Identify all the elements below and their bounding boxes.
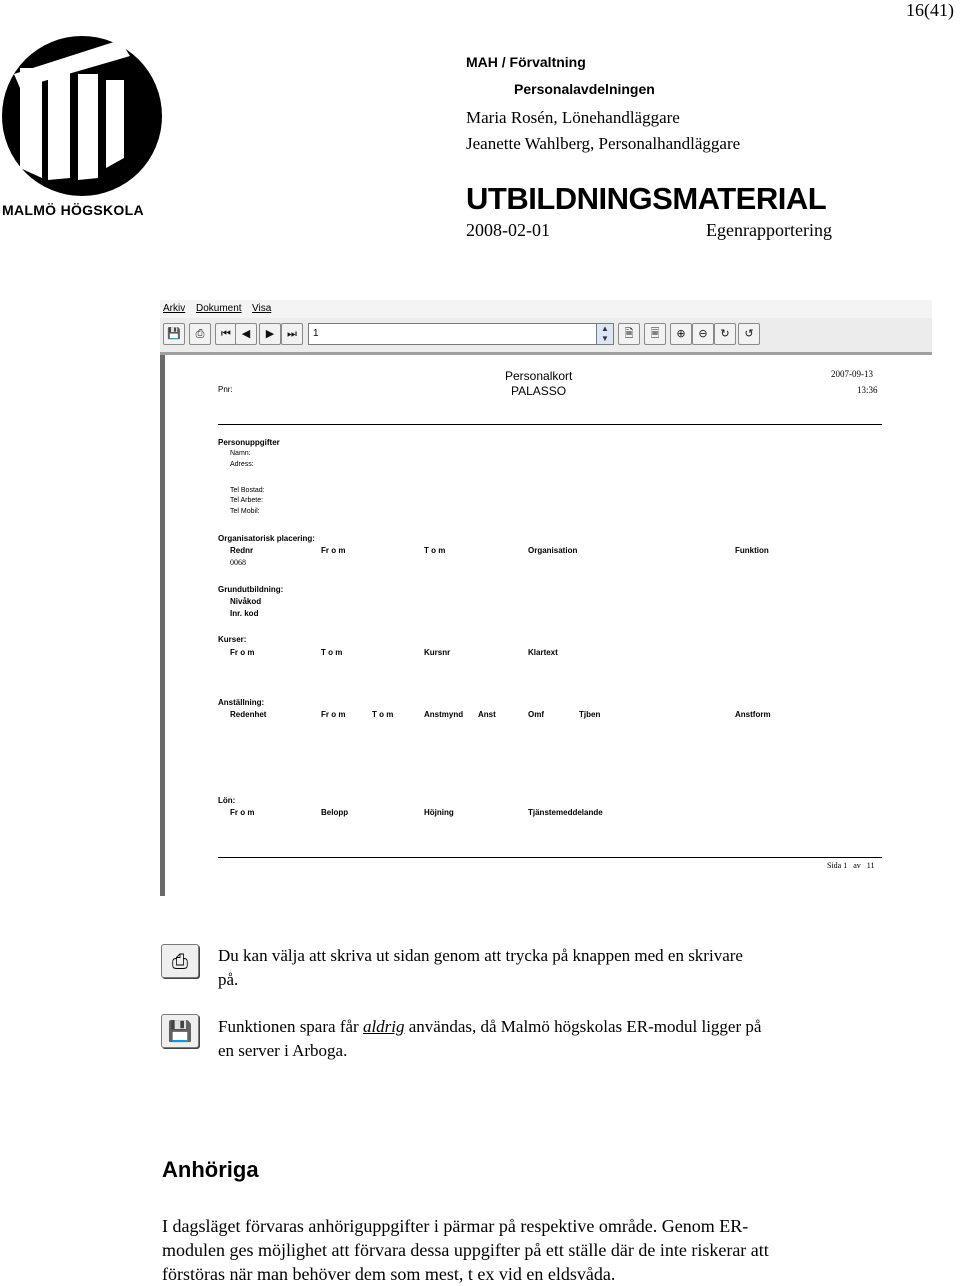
menu-arkiv[interactable]: Arkiv: [163, 303, 186, 314]
logo-emblem-icon: [0, 28, 165, 203]
save-text-b: användas, då Malmö högskolas ER-modul ligger på: [404, 1017, 762, 1036]
viewer-left-border: [160, 355, 165, 896]
kurser-col-klartext: Klartext: [528, 648, 558, 657]
zoom-out-icon[interactable]: ⊖: [692, 323, 714, 345]
anstallning-heading: Anställning:: [218, 698, 265, 707]
two-page-icon[interactable]: 🗏: [644, 323, 666, 345]
tel-mobil-label: Tel Mobil:: [230, 508, 260, 515]
document-date: 2008-02-01: [466, 220, 550, 240]
menu-visa[interactable]: Visa: [252, 303, 272, 314]
rotate-icon[interactable]: ↺: [738, 323, 760, 345]
kurser-heading: Kurser:: [218, 635, 247, 644]
zoom-in-icon[interactable]: ⊕: [670, 323, 692, 345]
save-instruction-line-1: [218, 1015, 928, 1039]
kurser-col-kursnr: Kursnr: [424, 648, 451, 657]
anst-col-from: Fr o m: [321, 710, 346, 719]
footer-sida: Sida: [827, 861, 842, 870]
save-instruction: [218, 1015, 928, 1063]
kurser-col-tom: T o m: [321, 648, 343, 657]
page-icon[interactable]: 🗎: [618, 323, 640, 345]
report-footer: [827, 861, 875, 870]
lon-col-belopp: Belopp: [321, 808, 349, 817]
prev-page-icon[interactable]: ◀: [235, 323, 257, 345]
malmo-hogskola-logo: [0, 28, 165, 220]
section-body-line-2: modulen ges möjlighet att förvara dessa uppgifter på ett ställe där de inte riskerar att: [162, 1240, 769, 1260]
document-title: UTBILDNINGSMATERIAL: [466, 181, 827, 216]
save-text-emphasis: aldrig: [362, 1017, 405, 1036]
nivakod-label: Nivåkod: [230, 597, 262, 606]
org-placering-heading: Organisatorisk placering:: [218, 534, 315, 543]
print-instruction-line-2: på.: [218, 970, 239, 989]
print-instruction-line-1: Du kan välja att skriva ut sidan genom att trycka på knappen med en skrivare: [218, 946, 743, 965]
section-body: [162, 1214, 952, 1286]
tel-bostad-label: Tel Bostad:: [230, 487, 265, 494]
anst-col-anstmynd: Anstmynd: [424, 710, 464, 719]
report-date: 2007-09-13: [831, 369, 873, 379]
page-selector-value: 1: [313, 328, 319, 339]
adress-label: Adress:: [230, 461, 254, 468]
section-heading: Anhöriga: [162, 1157, 259, 1182]
save-icon[interactable]: 💾: [163, 323, 185, 345]
personuppgifter-heading: Personuppgifter: [218, 438, 280, 447]
header-dept: Personalavdelningen: [514, 81, 655, 97]
print-icon: ⎙: [161, 944, 199, 978]
rednr-value: 0068: [230, 558, 246, 567]
anst-col-anst: Anst: [478, 710, 496, 719]
print-instruction: [218, 944, 918, 992]
anst-col-omf: Omf: [528, 710, 544, 719]
report-viewer-screenshot: [160, 300, 932, 896]
org-col-organisation: Organisation: [528, 546, 578, 555]
section-body-line-3: förstöras när man behöver dem som mest, t ex vid en eldsvåda.: [162, 1264, 616, 1284]
namn-label: Namn:: [230, 450, 251, 457]
tel-arbete-label: Tel Arbete:: [230, 497, 264, 504]
report-time: 13:36: [857, 385, 878, 395]
print-icon[interactable]: ⎙: [189, 323, 211, 345]
first-page-icon[interactable]: ⏮: [215, 323, 237, 345]
refresh-icon[interactable]: ↻: [714, 323, 736, 345]
footer-total: 11: [866, 861, 875, 870]
org-col-rednr: Rednr: [230, 546, 254, 555]
anst-col-tjben: Tjben: [579, 710, 601, 719]
report-title: Personalkort: [505, 369, 573, 383]
save-icon: 💾: [161, 1014, 199, 1048]
menu-dokument[interactable]: Dokument: [196, 303, 242, 314]
lon-col-hojning: Höjning: [424, 808, 454, 817]
anst-col-redenhet: Redenhet: [230, 710, 267, 719]
last-page-icon[interactable]: ⏭: [281, 323, 303, 345]
document-topic: Egenrapportering: [706, 220, 832, 240]
logo-text: MALMÖ HÖGSKOLA: [2, 202, 144, 218]
kurser-col-from: Fr o m: [230, 648, 255, 657]
next-page-icon[interactable]: ▶: [259, 323, 281, 345]
report-bottom-rule: [218, 857, 882, 858]
lon-heading: Lön:: [218, 796, 236, 805]
header-person-1: Maria Rosén, Lönehandläggare: [466, 108, 680, 127]
pnr-label: Pnr:: [218, 385, 233, 394]
section-body-line-1: I dagsläget förvaras anhöriguppgifter i pärmar på respektive område. Genom ER-: [162, 1216, 749, 1236]
grundutbildning-heading: Grundutbildning:: [218, 585, 284, 594]
anst-col-tom: T o m: [372, 710, 394, 719]
report-subtitle: PALASSO: [511, 384, 567, 398]
toolbar: [160, 318, 932, 355]
menu-bar: [160, 300, 932, 318]
header-org: MAH / Förvaltning: [466, 54, 586, 70]
save-text-a: Funktionen spara får: [218, 1017, 363, 1036]
org-col-tom: T o m: [424, 546, 446, 555]
page-selector[interactable]: [308, 323, 614, 345]
save-instruction-line-2: en server i Arboga.: [218, 1041, 348, 1060]
report-top-rule: [218, 424, 882, 425]
header-person-2: Jeanette Wahlberg, Personalhandläggare: [466, 134, 741, 153]
anst-col-anstform: Anstform: [735, 710, 771, 719]
lon-col-from: Fr o m: [230, 808, 255, 817]
inr-kod-label: Inr. kod: [230, 609, 259, 618]
chevron-updown-icon[interactable]: ▲ ▼: [596, 324, 613, 344]
footer-av: av: [853, 861, 861, 870]
org-col-from: Fr o m: [321, 546, 346, 555]
footer-current: 1: [843, 861, 848, 870]
lon-col-tjanstemeddelande: Tjänstemeddelande: [528, 808, 603, 817]
org-col-funktion: Funktion: [735, 546, 769, 555]
page-number: 16(41): [906, 0, 954, 20]
